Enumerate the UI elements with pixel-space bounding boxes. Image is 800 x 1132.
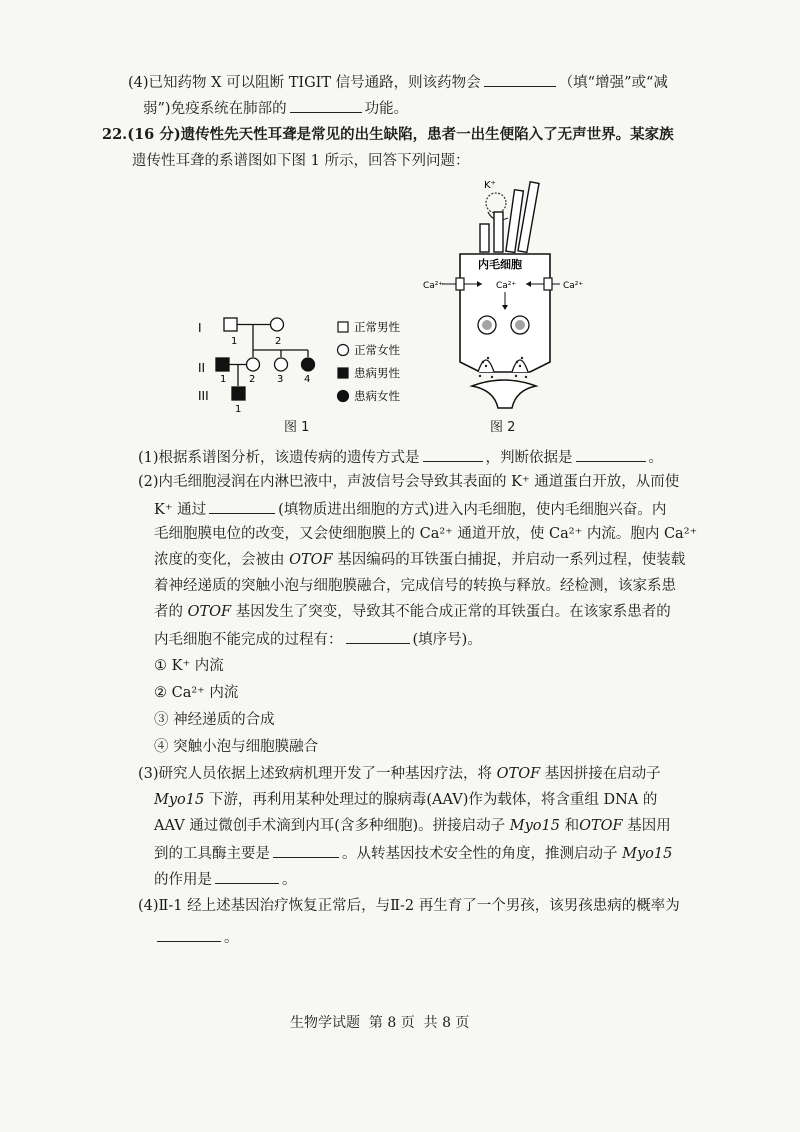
question-3-line1: (3)研究人员依据上述致病机理开发了一种基因疗法，将 OTOF 基因拼接在启动子 <box>138 766 661 782</box>
figure1-caption: 图 1 <box>284 420 310 435</box>
legend-normal-female-icon <box>338 345 349 356</box>
cell-label: 内毛细胞 <box>478 258 522 271</box>
svg-text:1: 1 <box>231 336 238 347</box>
figure2-caption: 图 2 <box>490 420 516 435</box>
question-2-line3: 毛细胞膜电位的改变，又会使细胞膜上的 Ca²⁺ 通道开放，使 Ca²⁺ 内流。胞内 Ca²⁺ <box>154 526 698 542</box>
question-2-line6: 者的 OTOF 基因发生了突变，导致其不能合成正常的耳铁蛋白。在该家系患者的 <box>154 604 671 620</box>
question-3-line3: AAV 通过微创手术滴到内耳(含多种细胞)。拼接启动子 Myo15 和OTOF 基因用 <box>154 818 671 834</box>
q22-intro-line2: 遗传性耳聋的系谱图如下图 1 所示，回答下列问题： <box>132 153 470 169</box>
normal-female-symbol <box>275 358 288 371</box>
gen-label-2: II <box>198 361 206 375</box>
hair-cell-figure <box>420 172 590 412</box>
ca-ion-center: Ca²⁺ <box>496 281 517 291</box>
postsynaptic-neuron <box>472 380 536 408</box>
stereocilia <box>480 182 539 253</box>
option-2: ② Ca²⁺ 内流 <box>154 685 239 701</box>
ca-channel-right <box>544 278 552 290</box>
affected-female-symbol <box>302 358 315 371</box>
ca-ion-right: Ca²⁺ <box>563 281 584 291</box>
q22-intro-line1: 22.(16 分)遗传性先天性耳聋是常见的出生缺陷，患者一出生便陷入了无声世界。某家族 <box>102 126 674 143</box>
option-4: ④ 突触小泡与细胞膜融合 <box>154 739 319 755</box>
k-ion-label: K⁺ <box>484 180 496 191</box>
answer-blank[interactable] <box>209 497 275 514</box>
svg-text:患病男性: 患病男性 <box>354 366 400 380</box>
svg-text:2: 2 <box>275 336 282 347</box>
page-footer: 生物学试题 第 8 页 共 8 页 <box>290 1015 470 1031</box>
question-2-line1: (2)内毛细胞浸润在内淋巴液中，声波信号会导致其表面的 K⁺ 通道蛋白开放，从而使 <box>138 474 680 490</box>
normal-female-symbol <box>247 358 260 371</box>
question-3-line4: 到的工具酶主要是 。从转基因技术安全性的角度，推测启动子 Myo15 <box>154 841 672 865</box>
svg-text:正常男性: 正常男性 <box>354 320 400 334</box>
svg-text:1: 1 <box>220 374 227 385</box>
answer-blank[interactable] <box>423 445 483 462</box>
q21-4-line1: (4)已知药物 X 可以阻断 TIGIT 信号通路，则该药物会 （填“增强”或“减 <box>128 70 668 94</box>
question-2-line4: 浓度的变化，会被由 OTOF 基因编码的耳铁蛋白捕捉，并启动一系列过程，使装载 <box>154 552 686 568</box>
question-4-line2: 。 <box>154 925 239 949</box>
answer-blank[interactable] <box>290 96 362 113</box>
svg-text:正常女性: 正常女性 <box>354 343 400 357</box>
legend-normal-male-icon <box>338 322 348 332</box>
affected-male-symbol <box>216 358 229 371</box>
answer-blank[interactable] <box>157 925 221 942</box>
answer-blank[interactable] <box>273 841 339 858</box>
svg-text:4: 4 <box>304 374 311 385</box>
k-ion-icon <box>486 193 506 213</box>
answer-blank[interactable] <box>576 445 646 462</box>
svg-text:3: 3 <box>277 374 284 385</box>
legend-affected-male-icon <box>338 368 348 378</box>
svg-text:患病女性: 患病女性 <box>354 389 400 403</box>
question-4-line1: (4)Ⅱ-1 经上述基因治疗恢复正常后，与Ⅱ-2 再生育了一个男孩，该男孩患病的概率为 <box>138 898 680 914</box>
legend-affected-female-icon <box>338 391 349 402</box>
question-3-line2: Myo15 下游，再利用某种处理过的腺病毒(AAV)作为载体，将含重组 DNA 的 <box>154 792 658 808</box>
option-1: ① K⁺ 内流 <box>154 658 224 674</box>
svg-text:1: 1 <box>235 404 242 415</box>
question-1: (1)根据系谱图分析，该遗传病的遗传方式是 ，判断依据是 。 <box>138 445 663 469</box>
answer-blank[interactable] <box>484 70 556 87</box>
answer-blank[interactable] <box>346 627 410 644</box>
gen-label-3: III <box>198 389 209 403</box>
option-3: ③ 神经递质的合成 <box>154 712 275 728</box>
question-2-line5: 着神经递质的突触小泡与细胞膜融合，完成信号的转换与释放。经检测，该家系患 <box>154 578 676 594</box>
ca-channel-left <box>456 278 464 290</box>
pedigree-figure <box>190 310 430 440</box>
normal-female-symbol <box>271 318 284 331</box>
svg-text:2: 2 <box>249 374 256 385</box>
inner-hair-cell-body <box>460 254 550 372</box>
gen-label-1: I <box>198 321 202 335</box>
question-2-line7: 内毛细胞不能完成的过程有： (填序号)。 <box>154 627 482 651</box>
answer-blank[interactable] <box>215 867 279 884</box>
question-3-line5: 的作用是 。 <box>154 867 297 891</box>
question-2-line2: K⁺ 通过 (填物质进出细胞的方式)进入内毛细胞，使内毛细胞兴奋。内 <box>154 497 666 521</box>
ca-ion-left: Ca²⁺ <box>423 281 444 291</box>
q21-4-line2: 弱”)免疫系统在肺部的 功能。 <box>143 96 408 120</box>
affected-male-symbol <box>232 387 245 400</box>
normal-male-symbol <box>224 318 237 331</box>
